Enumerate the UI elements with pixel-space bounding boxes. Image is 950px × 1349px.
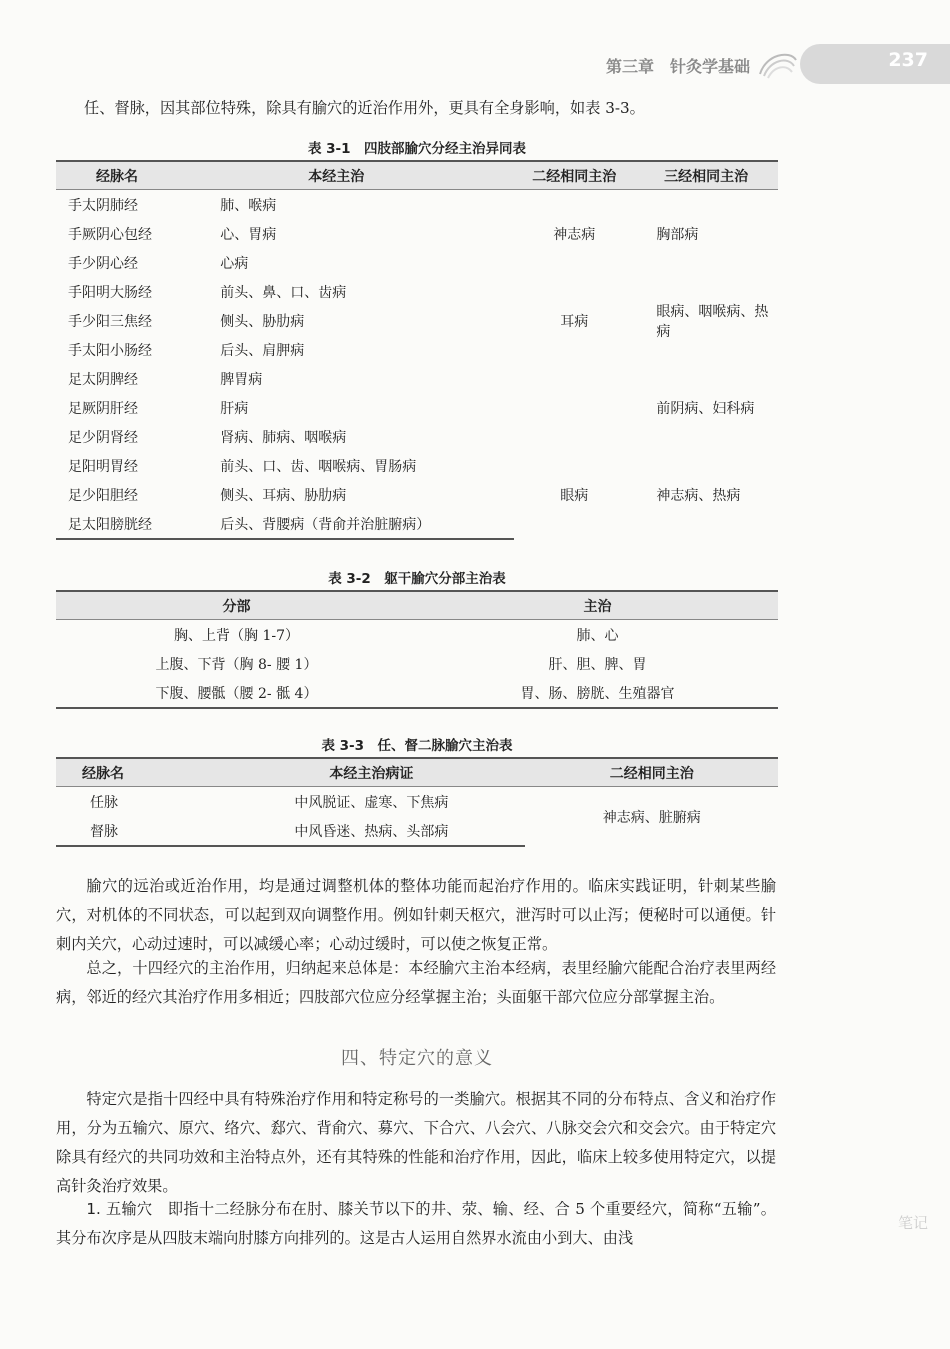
own-indication: 前头、口、齿、咽喉病、胃肠病 bbox=[220, 458, 417, 475]
table3-header-cell: 本经主治病证 bbox=[217, 758, 525, 787]
body-paragraph-1 bbox=[56, 872, 776, 959]
two-channel-shared bbox=[514, 364, 634, 451]
swirl-logo-icon bbox=[756, 48, 800, 80]
intro-text: 任、督脉，因其部位特殊，除具有腧穴的近治作用外，更具有全身影响，如表 3-3。 bbox=[84, 99, 645, 117]
table-3-2 bbox=[56, 590, 778, 709]
table1-header-cell: 二经相同主治 bbox=[514, 161, 634, 190]
channel-name: 足阳明胃经 bbox=[68, 458, 138, 475]
own-indication: 侧头、胁肋病 bbox=[220, 313, 305, 330]
table1-caption: 表 3-1 四肢部腧穴分经主治异同表 bbox=[307, 141, 527, 157]
table-row bbox=[56, 787, 778, 817]
table2-caption: 表 3-2 躯干腧穴分部主治表 bbox=[328, 571, 506, 587]
table1-header-cell: 本经主治 bbox=[208, 161, 514, 190]
body-paragraph-4 bbox=[56, 1195, 776, 1253]
table-row bbox=[56, 678, 778, 708]
body-region: 上腹、下背（胸 8- 腰 1） bbox=[155, 656, 318, 673]
channel-name: 足厥阴肝经 bbox=[68, 400, 138, 417]
table-row bbox=[56, 364, 778, 393]
channel-name: 足太阴脾经 bbox=[68, 371, 138, 388]
three-channel-shared: 胸部病 bbox=[656, 226, 699, 243]
channel-name: 足少阳胆经 bbox=[68, 487, 138, 504]
table2-header-row bbox=[56, 591, 778, 620]
five-shu-heading: 1. 五输穴 bbox=[86, 1200, 153, 1218]
own-indication: 侧头、耳病、胁肋病 bbox=[220, 487, 347, 504]
channel-name: 足少阴肾经 bbox=[68, 429, 138, 446]
own-indication: 心病 bbox=[220, 255, 249, 272]
paragraph-remote-action: 腧穴的远治或近治作用，均是通过调整机体的整体功能而起治疗作用的。临床实践证明，针刺某些腧穴，对机体的不同状态，可以起到双向调整作用。例如针刺天枢穴，泄泻时可以止泻；便秘时可以通便。针刺内关穴，心动过速时，可以减缓心率；心动过缓时，可以使之恢复正常。 bbox=[56, 877, 776, 953]
three-channel-shared: 前阴病、妇科病 bbox=[656, 400, 755, 417]
table-row bbox=[56, 277, 778, 306]
two-channel-shared: 眼病 bbox=[560, 488, 589, 504]
body-paragraph-2 bbox=[56, 954, 776, 1012]
region-indication: 肝、胆、脾、胃 bbox=[548, 656, 647, 673]
two-channel-shared: 神志病 bbox=[553, 226, 596, 243]
table-3-1 bbox=[56, 160, 778, 540]
channel-name: 手太阴肺经 bbox=[68, 197, 138, 214]
channel-name: 手少阴心经 bbox=[68, 255, 138, 272]
table-row bbox=[56, 190, 778, 220]
own-indication: 脾胃病 bbox=[220, 371, 263, 388]
paragraph-special-points: 特定穴是指十四经中具有特殊治疗作用和特定称号的一类腧穴。根据其不同的分布特点、含义和治疗作用，分为五输穴、原穴、络穴、郄穴、背俞穴、募穴、下合穴、八会穴、八脉交会穴和交会穴。由于特定穴除具有经穴的共同功效和主治特点外，还有其特殊的性能和治疗作用，因此，临床上较多使用特定穴，以提高针灸治疗效果。 bbox=[56, 1090, 776, 1195]
table1-header-row bbox=[56, 161, 778, 190]
table3-caption: 表 3-3 任、督二脉腧穴主治表 bbox=[321, 738, 513, 754]
shared-indication: 神志病、脏腑病 bbox=[602, 809, 701, 826]
table2-header-cell: 分部 bbox=[56, 591, 417, 620]
channel-name: 手厥阴心包经 bbox=[68, 226, 152, 243]
channel-name: 手太阳小肠经 bbox=[68, 342, 152, 359]
own-indication: 心、胃病 bbox=[220, 226, 277, 243]
own-indication: 后头、背腰病（背俞并治脏腑病） bbox=[208, 509, 514, 539]
two-channel-shared: 耳病 bbox=[560, 313, 589, 330]
table-row bbox=[56, 649, 778, 678]
table2-header-cell: 主治 bbox=[417, 591, 778, 620]
own-indication: 肺、喉病 bbox=[220, 197, 277, 214]
margin-note-label: 笔记 bbox=[897, 1214, 928, 1232]
running-header bbox=[580, 44, 950, 84]
intro-paragraph bbox=[84, 94, 784, 123]
channel-name: 足太阳膀胱经 bbox=[56, 509, 208, 539]
chapter-title: 第三章 针灸学基础 bbox=[605, 57, 750, 76]
region-indication: 胃、肠、膀胱、生殖器官 bbox=[417, 678, 778, 708]
table3-header-row bbox=[56, 758, 778, 787]
body-region: 胸、上背（胸 1-7） bbox=[174, 627, 299, 644]
table3-header-cell: 经脉名 bbox=[56, 758, 217, 787]
own-indication: 前头、鼻、口、齿病 bbox=[220, 284, 347, 301]
table1-header-cell: 三经相同主治 bbox=[634, 161, 778, 190]
own-indication: 肾病、肺病、咽喉病 bbox=[220, 429, 347, 446]
own-indication: 肝病 bbox=[220, 400, 249, 417]
table-row bbox=[56, 451, 778, 480]
table1-header-cell: 经脉名 bbox=[56, 161, 208, 190]
three-channel-shared: 眼病、咽喉病、热病 bbox=[656, 303, 769, 340]
body-paragraph-3 bbox=[56, 1085, 776, 1201]
three-channel-shared: 神志病、热病 bbox=[656, 488, 741, 504]
table-3-3 bbox=[56, 757, 778, 847]
vessel-indication: 中风昏迷、热病、头部病 bbox=[217, 816, 525, 846]
channel-name: 手少阳三焦经 bbox=[68, 313, 152, 330]
vessel-indication: 中风脱证、虚寒、下焦病 bbox=[294, 794, 449, 811]
vessel-name: 任脉 bbox=[90, 794, 118, 811]
section-title: 四、特定穴的意义 bbox=[341, 1048, 493, 1069]
paragraph-summary: 总之，十四经穴的主治作用，归纳起来总体是：本经腧穴主治本经病，表里经腧穴能配合治疗表里两经病，邻近的经穴其治疗作用多相近；四肢部穴位应分经掌握主治；头面躯干部穴位应分部掌握主治。 bbox=[56, 959, 776, 1006]
table-row bbox=[56, 620, 778, 650]
own-indication: 后头、肩胛病 bbox=[220, 342, 305, 359]
channel-name: 手阳明大肠经 bbox=[68, 284, 152, 301]
table3-header-cell: 二经相同主治 bbox=[525, 758, 778, 787]
paragraph-five-shu: 即指十二经脉分布在肘、膝关节以下的井、荥、输、经、合 5 个重要经穴，简称“五输”。其分布次序是从四肢末端向肘膝方向排列的。这是古人运用自然界水流由小到大、由浅 bbox=[56, 1200, 776, 1247]
vessel-name: 督脉 bbox=[56, 816, 217, 846]
region-indication: 肺、心 bbox=[576, 627, 619, 644]
page-number: 237 bbox=[888, 49, 928, 71]
body-region: 下腹、腰骶（腰 2- 骶 4） bbox=[56, 678, 417, 708]
